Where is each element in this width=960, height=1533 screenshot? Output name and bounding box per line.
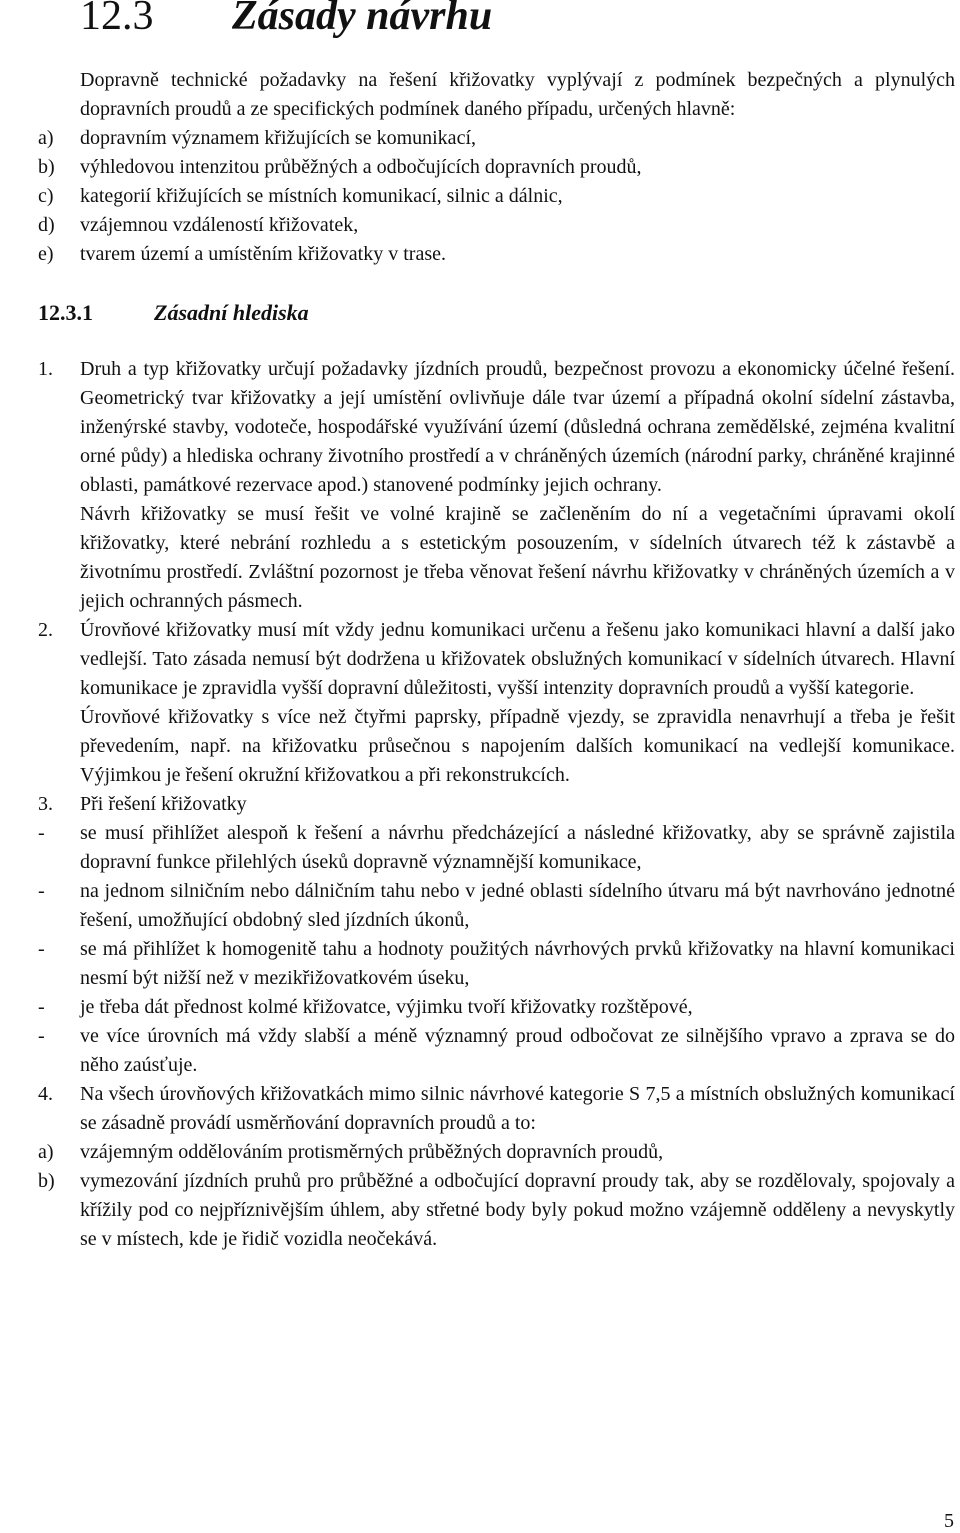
list-item bbox=[38, 1080, 955, 1138]
list-item bbox=[38, 1022, 955, 1080]
intro-paragraph: Dopravně technické požadavky na řešení křižovatky vyplývají z podmínek bezpečných a plynulých dopravních proudů a ze specifických podmínek daného případu, určených hlavně: bbox=[80, 69, 955, 120]
paragraph: Druh a typ křižovatky určují požadavky jízdních proudů, bezpečnost provozu a ekonomicky účelné řešení. Geometrický tvar křižovatky a její umístění ovlivňuje dále tvar území a případná okolní sídelní zástavba, inženýrské stavby, vodoteče, hospodářské využívání území (důsledná ochrana zemědělské, zejména kvalitní orné půdy) a hlediska ochrany životního prostředí a v chráněných územích (národní parky, chráněné krajinné oblasti, památkové rezervace apod.) stanovené podmínky jejich ochrany. bbox=[80, 358, 955, 496]
paragraph: se musí přihlížet alespoň k řešení a návrhu předcházející a následné křižovatky, aby se správně zajistila dopravní funkce přilehlých úseků dopravně významnější komunikace, bbox=[80, 822, 955, 873]
list-marker: e) bbox=[38, 243, 54, 265]
paragraph: na jednom silničním nebo dálničním tahu nebo v jedné oblasti sídelního útvaru má být navrhováno jednotné řešení, umožňující obdobný sled jízdních úkonů, bbox=[80, 880, 955, 931]
list-marker: 2. bbox=[38, 619, 53, 641]
list-item-text: dopravním významem křižujících se komunikací, bbox=[80, 127, 476, 149]
paragraph: Návrh křižovatky se musí řešit ve volné krajině se začleněním do ní a vegetačními úpravami okolí křižovatky, které nebrání rozhledu a s estetickým posouzením, v sídelních útvarech též k zástavbě a životnímu prostředí. Zvláštní pozornost je třeba věnovat řešení návrhu křižovatky v chráněných územích a v jejich ochranných pásmech. bbox=[80, 503, 955, 612]
conditions-list bbox=[38, 124, 642, 269]
list-marker: 1. bbox=[38, 358, 53, 380]
paragraph: se má přihlížet k homogenitě tahu a hodnoty použitých návrhových prvků křižovatky na hlavní komunikaci nesmí být nižší než v mezikřižovatkovém úseku, bbox=[80, 938, 955, 989]
list-marker: - bbox=[38, 996, 45, 1018]
list-item bbox=[38, 1167, 955, 1254]
list-marker: - bbox=[38, 880, 45, 902]
section-heading bbox=[80, 0, 492, 42]
list-item bbox=[38, 616, 955, 790]
list-marker: b) bbox=[38, 156, 55, 178]
list-marker: a) bbox=[38, 127, 54, 149]
list-marker: b) bbox=[38, 1170, 55, 1192]
list-item-content bbox=[80, 877, 955, 935]
subsection-number: 12.3.1 bbox=[38, 300, 93, 325]
list-item-content bbox=[80, 993, 955, 1022]
list-item-text: kategorií křižujících se místních komunikací, silnic a dálnic, bbox=[80, 185, 563, 207]
list-item bbox=[38, 182, 642, 211]
paragraph: Úrovňové křižovatky s více než čtyřmi paprsky, případně vjezdy, se zpravidla nenavrhují a třeba je řešit převedením, např. na křižovatku průsečnou s napojením dalších komunikací na vedlejší komunikace. Výjimkou je řešení okružní křižovatkou a při rekonstrukcích. bbox=[80, 706, 955, 786]
principles-body bbox=[38, 355, 955, 1254]
list-item bbox=[38, 790, 955, 819]
paragraph: vzájemným oddělováním protisměrných průběžných dopravních proudů, bbox=[80, 1141, 664, 1163]
list-item-content bbox=[80, 1022, 955, 1080]
paragraph: Při řešení křižovatky bbox=[80, 793, 247, 815]
list-item-content bbox=[80, 1138, 955, 1167]
list-item-content bbox=[80, 1080, 955, 1138]
list-marker: - bbox=[38, 938, 45, 960]
list-marker: - bbox=[38, 1025, 45, 1047]
list-item-text: tvarem území a umístěním křižovatky v trase. bbox=[80, 243, 446, 265]
subsection-heading bbox=[38, 298, 309, 328]
page-number: 5 bbox=[944, 1510, 954, 1532]
list-marker: 3. bbox=[38, 793, 53, 815]
list-item bbox=[38, 935, 955, 993]
list-marker: d) bbox=[38, 214, 55, 236]
list-marker: 4. bbox=[38, 1083, 53, 1105]
paragraph: vymezování jízdních pruhů pro průběžné a odbočující dopravní proudy tak, aby se rozdělovaly, spojovaly a křížily pod co nejpříznivějším úhlem, aby střetné body byly pokud možno vzájemně odděleny a nevyskytly se v místech, kde je řidič vozidla neočekává. bbox=[80, 1170, 955, 1250]
paragraph: Na všech úrovňových křižovatkách mimo silnic návrhové kategorie S 7,5 a místních obslužných komunikací se zásadně provádí usměrňování dopravních proudů a to: bbox=[80, 1083, 955, 1134]
list-item bbox=[38, 211, 642, 240]
list-marker: c) bbox=[38, 185, 54, 207]
list-item bbox=[38, 124, 642, 153]
list-item bbox=[38, 877, 955, 935]
list-item bbox=[38, 1138, 955, 1167]
list-item bbox=[38, 240, 642, 269]
list-item-content bbox=[80, 1167, 955, 1254]
list-item-content bbox=[80, 355, 955, 616]
section-title: Zásady návrhu bbox=[232, 0, 493, 39]
list-item bbox=[38, 993, 955, 1022]
list-marker: - bbox=[38, 822, 45, 844]
list-item-content bbox=[80, 819, 955, 877]
paragraph: Úrovňové křižovatky musí mít vždy jednu komunikaci určenu a řešenu jako komunikaci hlavní a další jako vedlejší. Tato zásada nemusí být dodržena u křižovatek obslužných komunikací v sídelních útvarech. Hlavní komunikace je zpravidla vyšší dopravní důležitosti, vyšší intenzity dopravních proudů a vyšší kategorie. bbox=[80, 619, 955, 699]
list-item bbox=[38, 819, 955, 877]
list-item-content bbox=[80, 616, 955, 790]
list-item bbox=[38, 153, 642, 182]
paragraph: ve více úrovních má vždy slabší a méně významný proud odbočovat ze silnějšího vpravo a zprava se do něho zaúsťuje. bbox=[80, 1025, 955, 1076]
list-item-text: výhledovou intenzitou průběžných a odbočujících dopravních proudů, bbox=[80, 156, 642, 178]
paragraph: je třeba dát přednost kolmé křižovatce, výjimku tvoří křižovatky rozštěpové, bbox=[80, 996, 693, 1018]
list-marker: a) bbox=[38, 1141, 54, 1163]
section-number: 12.3 bbox=[80, 0, 154, 39]
list-item-content bbox=[80, 790, 955, 819]
subsection-title: Zásadní hlediska bbox=[154, 300, 309, 325]
list-item bbox=[38, 355, 955, 616]
list-item-text: vzájemnou vzdáleností křižovatek, bbox=[80, 214, 359, 236]
list-item-content bbox=[80, 935, 955, 993]
